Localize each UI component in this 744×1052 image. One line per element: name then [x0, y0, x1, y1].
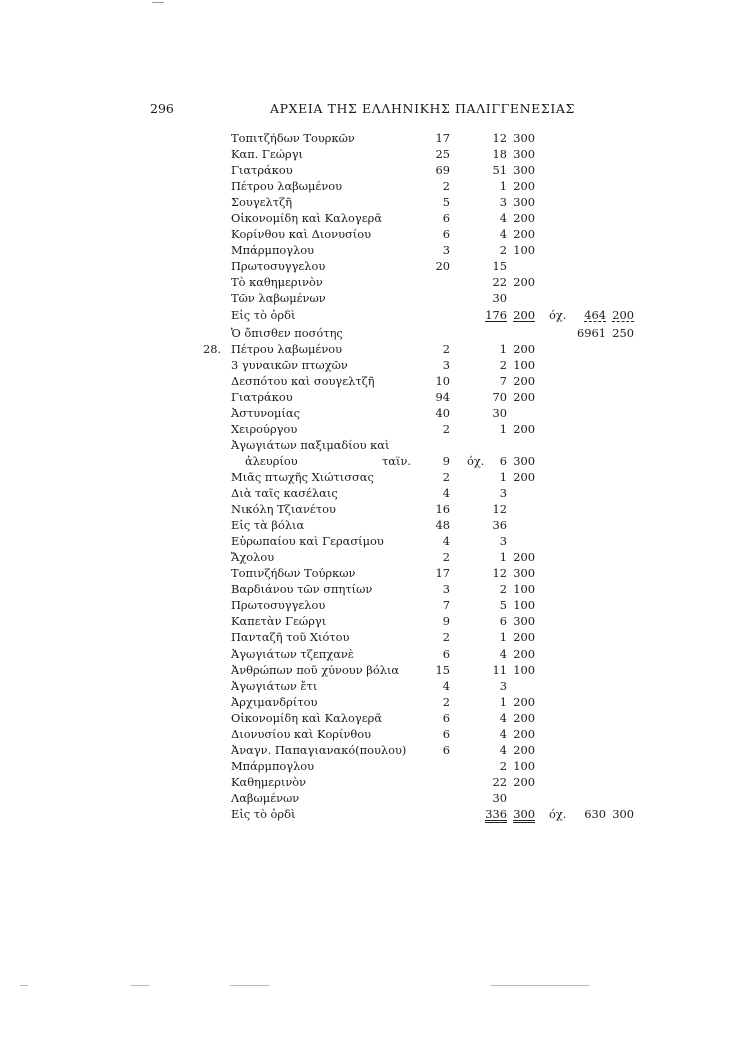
entry-main: 6 — [499, 614, 507, 629]
entry-name: Χειρούργου — [231, 421, 298, 436]
ledger-block-3 — [0, 469, 744, 806]
entry-name: Ἀνθρώπων ποῦ χύνουν βόλια — [231, 662, 400, 677]
entry-main: 70 — [492, 389, 507, 404]
entry-sub: 200 — [513, 341, 535, 356]
ledger-row — [0, 437, 744, 453]
entry-main: 51 — [492, 163, 507, 178]
ledger-row — [0, 549, 744, 565]
ledger-row — [0, 373, 744, 389]
entry-name: Βαρδιάνου τῶν σπητίων — [231, 582, 373, 597]
subtotal-sub: 300 — [513, 806, 535, 821]
entry-name: Οἰκονομίδη καὶ Καλογερᾶ — [231, 710, 383, 725]
entry-name: Εἰς τὰ βόλια — [231, 518, 305, 533]
ledger-row — [0, 405, 744, 421]
entry-sub: 200 — [513, 389, 535, 404]
entry-main: 4 — [499, 646, 507, 661]
entry-main: 3 — [499, 486, 507, 501]
entry-main: 1 — [499, 630, 507, 645]
entry-name: Γιατράκου — [231, 389, 293, 404]
ledger-row — [0, 710, 744, 726]
entry-sub: 200 — [513, 550, 535, 565]
entry-main: 1 — [499, 469, 507, 484]
entry-sub: 100 — [513, 598, 535, 613]
subtotal-main: 336 — [485, 806, 507, 821]
entry-main: 12 — [492, 566, 507, 581]
ledger-row — [0, 357, 744, 373]
entry-name: Διὰ ταῖς κασέλαις — [231, 486, 338, 501]
entry-main: 6 — [499, 453, 507, 468]
entry-date: 28. — [203, 341, 222, 356]
ledger-row — [0, 226, 744, 242]
ledger-row — [0, 517, 744, 533]
entry-qty: 4 — [442, 678, 450, 693]
entry-sub: 200 — [513, 710, 535, 725]
entry-qty: 3 — [442, 357, 450, 372]
entry-main: 4 — [499, 726, 507, 741]
entry-name: Οἰκονομίδη καὶ Καλογερᾶ — [231, 211, 383, 226]
entry-main: 36 — [492, 518, 507, 533]
unit-label: όχ. — [467, 453, 485, 468]
entry-sub: 300 — [513, 614, 535, 629]
entry-qty: 25 — [435, 147, 450, 162]
entry-qty: 6 — [442, 726, 450, 741]
entry-main: 3 — [499, 678, 507, 693]
ledger-row — [0, 258, 744, 274]
scan-mark — [20, 985, 28, 986]
entry-name: 3 γυναικῶν πτωχῶν — [231, 357, 348, 372]
entry-main: 1 — [499, 694, 507, 709]
entry-sub: 200 — [513, 646, 535, 661]
entry-qty: 2 — [442, 179, 450, 194]
entry-qty: 2 — [442, 469, 450, 484]
entry-name: Τοπιτζήδων Τουρκῶν — [231, 131, 355, 145]
entry-name: Ἀγωγιάτων ἔτι — [231, 678, 318, 693]
ledger-row — [0, 646, 744, 662]
entry-qty: 9 — [442, 453, 450, 468]
entry-sub: 200 — [513, 373, 535, 388]
entry-main: 22 — [492, 774, 507, 789]
entry-sub: 100 — [513, 758, 535, 773]
entry-qty: 20 — [435, 259, 450, 274]
entry-sub: 200 — [513, 726, 535, 741]
entry-name: Ἀγωγιάτων τζεπχανὲ — [231, 646, 354, 661]
ledger-row — [0, 790, 744, 806]
ledger-row — [0, 533, 744, 549]
entry-name: Εἰς τὸ ὀρδὶ — [231, 307, 296, 322]
entry-main: 4 — [499, 710, 507, 725]
ledger-row — [0, 178, 744, 194]
entry-name: Τοπινζήδων Τούρκων — [231, 566, 356, 581]
entry-main: 3 — [499, 195, 507, 210]
entry-qty: 2 — [442, 630, 450, 645]
entry-sub: 300 — [513, 147, 535, 162]
entry-sub: 200 — [513, 742, 535, 757]
entry-name: Σουγελτζῆ — [231, 195, 293, 210]
ledger-row — [0, 290, 744, 306]
running-title: ΑΡΧΕΙΑ ΤΗΣ ΕΛΛΗΝΙΚΗΣ ΠΑΛΙΓΓΕΝΕΣΙΑΣ — [270, 101, 575, 116]
entry-sub: 200 — [513, 630, 535, 645]
entry-name: Εἰς τὸ ὀρδὶ — [231, 806, 296, 821]
entry-sub: 300 — [513, 453, 535, 468]
entry-name: Πέτρου λαβωμένου — [231, 179, 343, 194]
ledger-row — [0, 274, 744, 290]
entry-qty: 94 — [435, 389, 450, 404]
entry-qty: 17 — [435, 566, 450, 581]
entry-name: Τῶν λαβωμένων — [231, 291, 326, 306]
entry-main: 18 — [492, 147, 507, 162]
entry-qty: 6 — [442, 742, 450, 757]
entry-name: Μπάρμπογλου — [231, 243, 315, 258]
entry-main: 12 — [492, 131, 507, 145]
entry-name: Τὸ καθημερινὸν — [231, 275, 323, 290]
ledger-row — [0, 678, 744, 694]
scan-mark — [152, 2, 164, 3]
unit-label: όχ. — [549, 806, 567, 821]
entry-name: Νικόλη Τζιανέτου — [231, 502, 336, 517]
scan-artifacts — [20, 985, 620, 989]
ledger-block-1 — [0, 130, 744, 307]
entry-sub: 300 — [513, 566, 535, 581]
entry-name: Λαβωμένων — [231, 790, 300, 805]
entry-main: 11 — [492, 662, 507, 677]
entry-main: 15 — [492, 259, 507, 274]
entry-name: Ὁ ὄπισθεν ποσότης — [231, 325, 343, 340]
entry-name: Μιᾶς πτωχῆς Χιώτισσας — [231, 469, 374, 484]
ledger-row — [0, 162, 744, 178]
entry-sub: 200 — [513, 227, 535, 242]
ledger-row — [0, 421, 744, 437]
entry-name: Πρωτοσυγγελου — [231, 598, 326, 613]
entry-sub: 300 — [513, 195, 535, 210]
entry-name: Πανταζῆ τοῦ Χιότου — [231, 630, 350, 645]
ledger-row — [0, 742, 744, 758]
entry-qty: 17 — [435, 131, 450, 145]
entry-main: 4 — [499, 211, 507, 226]
ledger-row — [0, 130, 744, 146]
ledger-row — [0, 501, 744, 517]
ledger-row — [0, 341, 744, 357]
entry-name: Ἄχολου — [231, 550, 275, 565]
entry-qty: 10 — [435, 373, 450, 388]
entry-name: Διονυσίου καὶ Κορίνθου — [231, 726, 372, 741]
entry-main: 3 — [499, 534, 507, 549]
entry-qty: 6 — [442, 710, 450, 725]
entry-name: Ἀγωγιάτων παξιμαδίου καὶ — [231, 437, 390, 452]
daily-total-row-2 — [0, 806, 744, 822]
entry-qty: 9 — [442, 614, 450, 629]
entry-qty: 4 — [442, 534, 450, 549]
entry-qty: 3 — [442, 582, 450, 597]
scan-mark — [130, 985, 150, 986]
total-sub: 200 — [612, 307, 634, 322]
unit-note: ταϊν. — [381, 453, 411, 468]
entry-sub: 100 — [513, 662, 535, 677]
entry-main: 4 — [499, 227, 507, 242]
entry-name: Κορίνθου καὶ Διονυσίου — [231, 227, 372, 242]
daily-total-row-1 — [0, 307, 744, 323]
entry-sub: 200 — [513, 421, 535, 436]
carry-main: 6961 — [577, 325, 606, 340]
entry-name: Καπετὰν Γεώργι — [231, 614, 327, 629]
entry-qty: 5 — [442, 195, 450, 210]
entry-name: Γιατράκου — [231, 163, 293, 178]
ledger-row — [0, 758, 744, 774]
entry-main: 2 — [499, 243, 507, 258]
entry-qty: 15 — [435, 662, 450, 677]
ledger-row — [0, 194, 744, 210]
entry-main: 7 — [499, 373, 507, 388]
carry-forward-row — [0, 325, 744, 341]
entry-sub: 100 — [513, 582, 535, 597]
entry-qty: 6 — [442, 646, 450, 661]
ledger-row — [0, 613, 744, 629]
ledger-row — [0, 694, 744, 710]
entry-name: Πέτρου λαβωμένου — [231, 341, 343, 356]
ledger-row — [0, 453, 744, 469]
ledger-row — [0, 565, 744, 581]
ledger-row — [0, 146, 744, 162]
entry-sub: 200 — [513, 275, 535, 290]
entry-sub: 200 — [513, 694, 535, 709]
page-header — [0, 101, 744, 121]
entry-name: Ἀρχιμανδρίτου — [231, 694, 318, 709]
entry-main: 12 — [492, 502, 507, 517]
entry-qty: 2 — [442, 694, 450, 709]
entry-sub: 200 — [513, 469, 535, 484]
ledger-row — [0, 242, 744, 258]
entry-sub: 300 — [513, 131, 535, 145]
entry-qty: 40 — [435, 405, 450, 420]
carry-sub: 250 — [612, 325, 634, 340]
ledger-row — [0, 485, 744, 501]
ledger-row — [0, 597, 744, 613]
ledger-row — [0, 469, 744, 485]
entry-name: Δεσπότου καὶ σουγελτζῆ — [231, 373, 375, 388]
scan-mark — [490, 985, 590, 986]
ledger-row — [0, 389, 744, 405]
ledger-block-2 — [0, 341, 744, 437]
entry-sub: 200 — [513, 211, 535, 226]
entry-qty: 69 — [435, 163, 450, 178]
subtotal-main: 176 — [485, 307, 507, 322]
total-sub: 300 — [612, 806, 634, 821]
ledger-row — [0, 629, 744, 645]
entry-qty: 6 — [442, 227, 450, 242]
entry-qty: 6 — [442, 211, 450, 226]
entry-sub: 100 — [513, 357, 535, 372]
entry-main: 30 — [492, 405, 507, 420]
entry-qty: 2 — [442, 550, 450, 565]
entry-sub: 200 — [513, 774, 535, 789]
ledger — [0, 130, 744, 822]
scan-mark — [230, 985, 270, 986]
entry-name: Καθημερινὸν — [231, 774, 307, 789]
entry-qty: 7 — [442, 598, 450, 613]
entry-sub: 100 — [513, 243, 535, 258]
total-main: 464 — [584, 307, 606, 322]
entry-qty: 3 — [442, 243, 450, 258]
entry-main: 5 — [499, 598, 507, 613]
entry-main: 1 — [499, 550, 507, 565]
entry-sub: 200 — [513, 179, 535, 194]
entry-main: 2 — [499, 758, 507, 773]
ledger-row — [0, 726, 744, 742]
unit-label: όχ. — [549, 307, 567, 322]
entry-main: 30 — [492, 790, 507, 805]
entry-main: 2 — [499, 357, 507, 372]
entry-sub: 300 — [513, 163, 535, 178]
total-main: 630 — [584, 806, 606, 821]
entry-main: 4 — [499, 742, 507, 757]
entry-name: Ἀναγν. Παπαγιανακό(πουλου) — [231, 742, 407, 757]
ledger-row — [0, 662, 744, 678]
entry-qty: 2 — [442, 421, 450, 436]
entry-main: 2 — [499, 582, 507, 597]
entry-qty: 48 — [435, 518, 450, 533]
entry-name: Πρωτοσυγγελου — [231, 259, 326, 274]
entry-name: Μπάρμπογλου — [231, 758, 315, 773]
entry-qty: 4 — [442, 486, 450, 501]
entry-name: ἀλευρίου — [245, 453, 298, 468]
ledger-row — [0, 210, 744, 226]
entry-qty: 16 — [435, 502, 450, 517]
entry-main: 1 — [499, 421, 507, 436]
subtotal-sub: 200 — [513, 307, 535, 322]
ledger-row — [0, 774, 744, 790]
entry-name: Εὐρωπαίου καὶ Γερασίμου — [231, 534, 384, 549]
page-number: 296 — [150, 101, 174, 116]
entry-main: 22 — [492, 275, 507, 290]
entry-name: Καπ. Γεώργι — [231, 147, 303, 162]
entry-main: 1 — [499, 179, 507, 194]
entry-qty: 2 — [442, 341, 450, 356]
entry-name: Ἀστυνομίας — [231, 405, 300, 420]
entry-main: 1 — [499, 341, 507, 356]
entry-main: 30 — [492, 291, 507, 306]
ledger-row — [0, 581, 744, 597]
